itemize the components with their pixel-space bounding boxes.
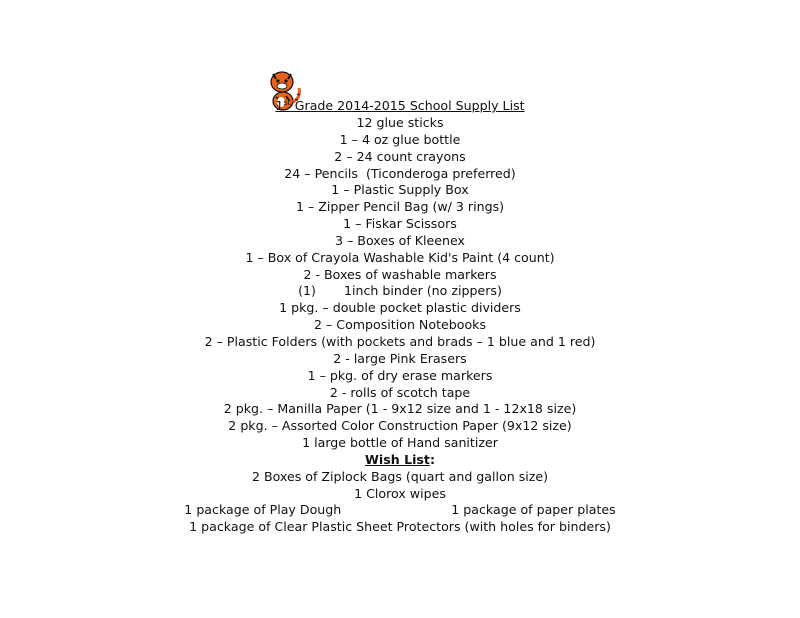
list-item: 2 Boxes of Ziplock Bags (quart and gallon size) bbox=[251, 468, 549, 484]
list-item: 2 pkg. – Assorted Color Construction Paper (9x12 size) bbox=[228, 418, 572, 434]
list-item: 3 – Boxes of Kleenex bbox=[334, 232, 465, 248]
list-item-pair bbox=[0, 502, 800, 519]
list-item: 1 pkg. – double pocket plastic dividers bbox=[279, 300, 521, 316]
list-item: 1 large bottle of Hand sanitizer bbox=[302, 435, 498, 451]
list-item: (1) 1inch binder (no zippers) bbox=[298, 283, 502, 299]
list-item: 1 package of Play Dough bbox=[184, 502, 342, 518]
list-item: 2 – Composition Notebooks bbox=[313, 317, 487, 333]
list-item: 1 – Fiskar Scissors bbox=[343, 216, 457, 232]
list-item: 1 package of paper plates bbox=[451, 502, 616, 518]
list-item: 2 – 24 count crayons bbox=[334, 148, 466, 164]
supply-list-document bbox=[0, 95, 800, 536]
list-item: 2 - large Pink Erasers bbox=[333, 350, 467, 366]
list-item: 1 – Plastic Supply Box bbox=[331, 182, 469, 198]
list-item: 1 – pkg. of dry erase markers bbox=[307, 367, 493, 383]
list-item: 2 pkg. – Manilla Paper (1 - 9x12 size and 1 - 12x18 size) bbox=[223, 401, 577, 417]
list-item: 2 - Boxes of washable markers bbox=[303, 266, 497, 282]
list-item: 1 package of Clear Plastic Sheet Protectors (with holes for binders) bbox=[189, 519, 611, 535]
list-item: 12 glue sticks bbox=[356, 115, 444, 131]
page-title: 1st Grade 2014-2015 School Supply List bbox=[275, 98, 525, 114]
list-item: 1 – 4 oz glue bottle bbox=[339, 131, 461, 147]
list-item: 2 – Plastic Folders (with pockets and brads – 1 blue and 1 red) bbox=[204, 334, 596, 349]
list-item: 2 - rolls of scotch tape bbox=[329, 384, 471, 400]
supply-items bbox=[0, 115, 800, 452]
list-item: 1 Clorox wipes bbox=[354, 485, 446, 501]
list-item: 1 – Zipper Pencil Bag (w/ 3 rings) bbox=[295, 199, 505, 215]
list-item: 1 – Box of Crayola Washable Kid's Paint (4 count) bbox=[245, 249, 555, 265]
list-item: 24 – Pencils (Ticonderoga preferred) bbox=[284, 165, 516, 181]
wish-list-heading: Wish List: bbox=[365, 451, 435, 467]
